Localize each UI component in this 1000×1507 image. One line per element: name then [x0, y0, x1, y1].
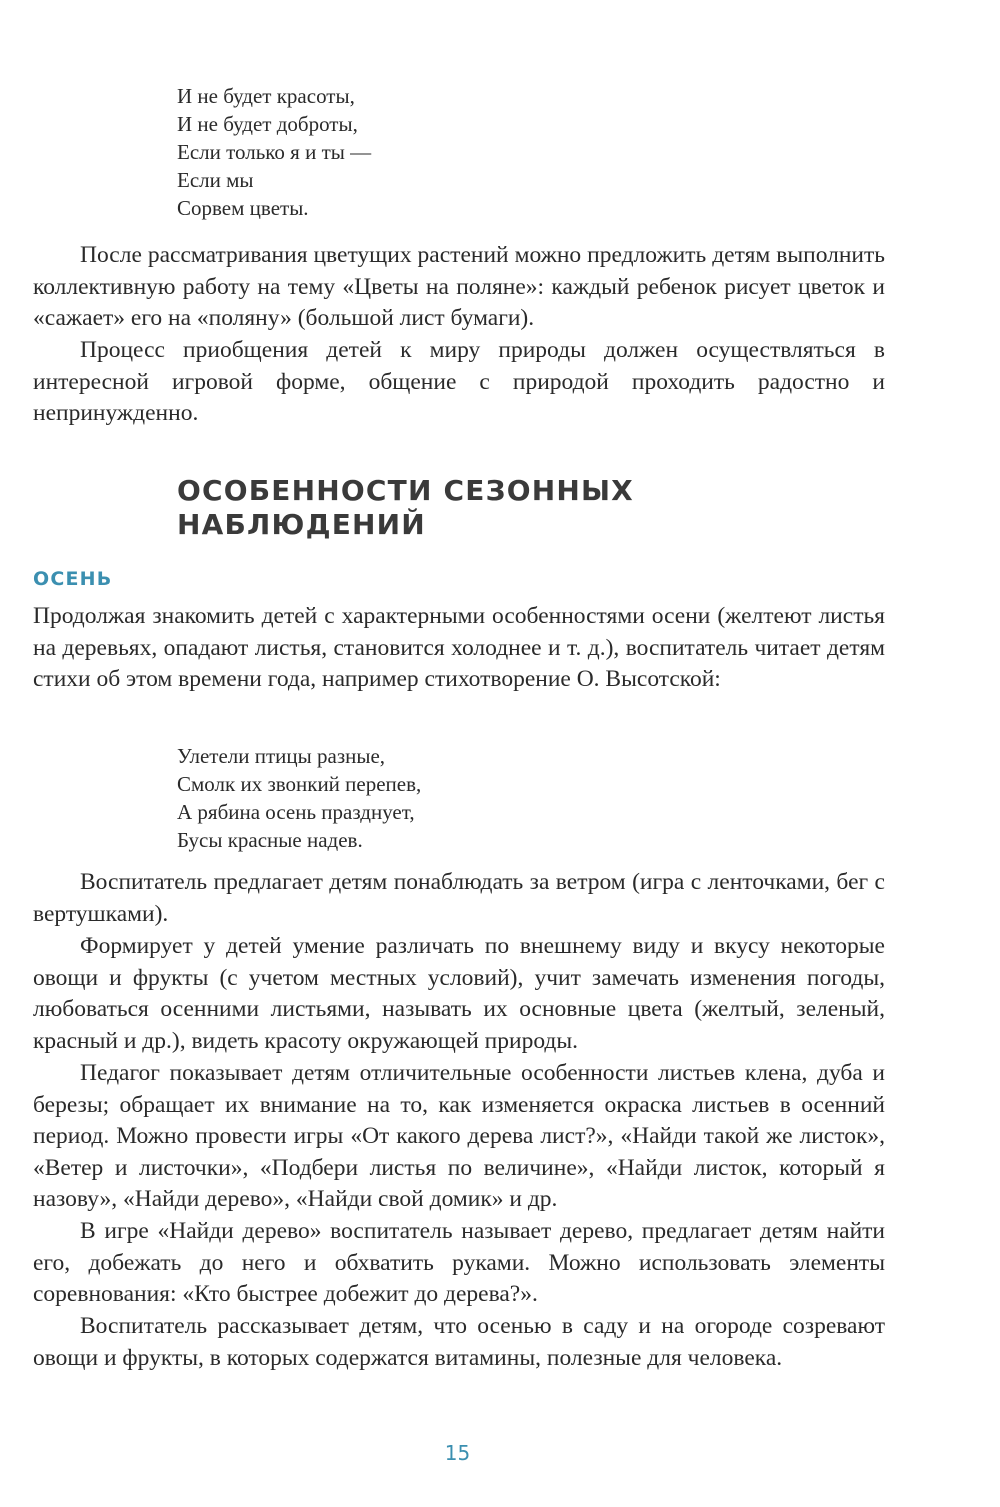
- paragraph-wind: Воспитатель предлагает детям понаблюдать за ветром (игра с ленточками, бег с вертушками).: [33, 869, 885, 927]
- poem-line: Смолк их звонкий перепев,: [177, 772, 422, 796]
- subsection-title-autumn: ОСЕНЬ: [33, 568, 113, 590]
- paragraph-vitamins: Воспитатель рассказывает детям, что осенью в саду и на огороде созревают овощи и фрукты, в которых содержатся витамины, полезные для человека.: [33, 1313, 885, 1371]
- poem-line: И не будет красоты,: [177, 84, 355, 108]
- page-number: 15: [444, 1441, 471, 1465]
- poem-flowers: [177, 82, 371, 222]
- paragraph-autumn-intro: Продолжая знакомить детей с характерными особенностями осени (желтеют листья на деревьях, опадают листья, становится холоднее и т. д.), воспитатель читает детям стихи об этом времени года, например стихотворение О. Высотской:: [33, 603, 885, 693]
- paragraph-vegetables: Формирует у детей умение различать по внешнему виду и вкусу некоторые овощи и фрукты (с учетом местных условий), учит замечать изменения погоды, любоваться осенними листьями, называть их основные цвета (желтый, зеленый, красный и др.), видеть красоту окружающей природы.: [33, 933, 885, 1054]
- paragraph-collective-work: После рассматривания цветущих растений можно предложить детям выполнить коллективную работу на тему «Цветы на поляне»: каждый ребенок рисует цветок и «сажает» его на «поляну» (большой лист бумаги).: [33, 242, 885, 332]
- paragraph-nature-process: Процесс приобщения детей к миру природы должен осуществляться в интересной игровой форме, общение с природой проходить радостно и непринужденно.: [33, 337, 885, 427]
- poem-autumn: [177, 742, 421, 854]
- poem-line: Сорвем цветы.: [177, 196, 309, 220]
- paragraph-leaves: Педагог показывает детям отличительные особенности листьев клена, дуба и березы; обращает их внимание на то, как изменяется окраска листьев в осенний период. Можно провести игры «От какого дерева лист?», «Найди такой же листок», «Ветер и листочки», «Подбери листья по величине», «Найди листок, который я назову», «Найди дерево», «Найди свой домик» и др.: [33, 1060, 885, 1213]
- poem-line: Улетели птицы разные,: [177, 744, 386, 768]
- poem-line: Если мы: [177, 168, 254, 192]
- poem-line: И не будет доброты,: [177, 112, 358, 136]
- poem-line: Если только я и ты —: [177, 140, 372, 164]
- paragraph-find-tree: В игре «Найди дерево» воспитатель называет дерево, предлагает детям найти его, добежать до него и обхватить руками. Можно использовать элементы соревнования: «Кто быстрее добежит до дерева?».: [33, 1218, 885, 1308]
- poem-line: А рябина осень празднует,: [177, 800, 415, 824]
- poem-line: Бусы красные надев.: [177, 828, 363, 852]
- section-title: ОСОБЕННОСТИ СЕЗОННЫХ НАБЛЮДЕНИЙ: [177, 474, 634, 541]
